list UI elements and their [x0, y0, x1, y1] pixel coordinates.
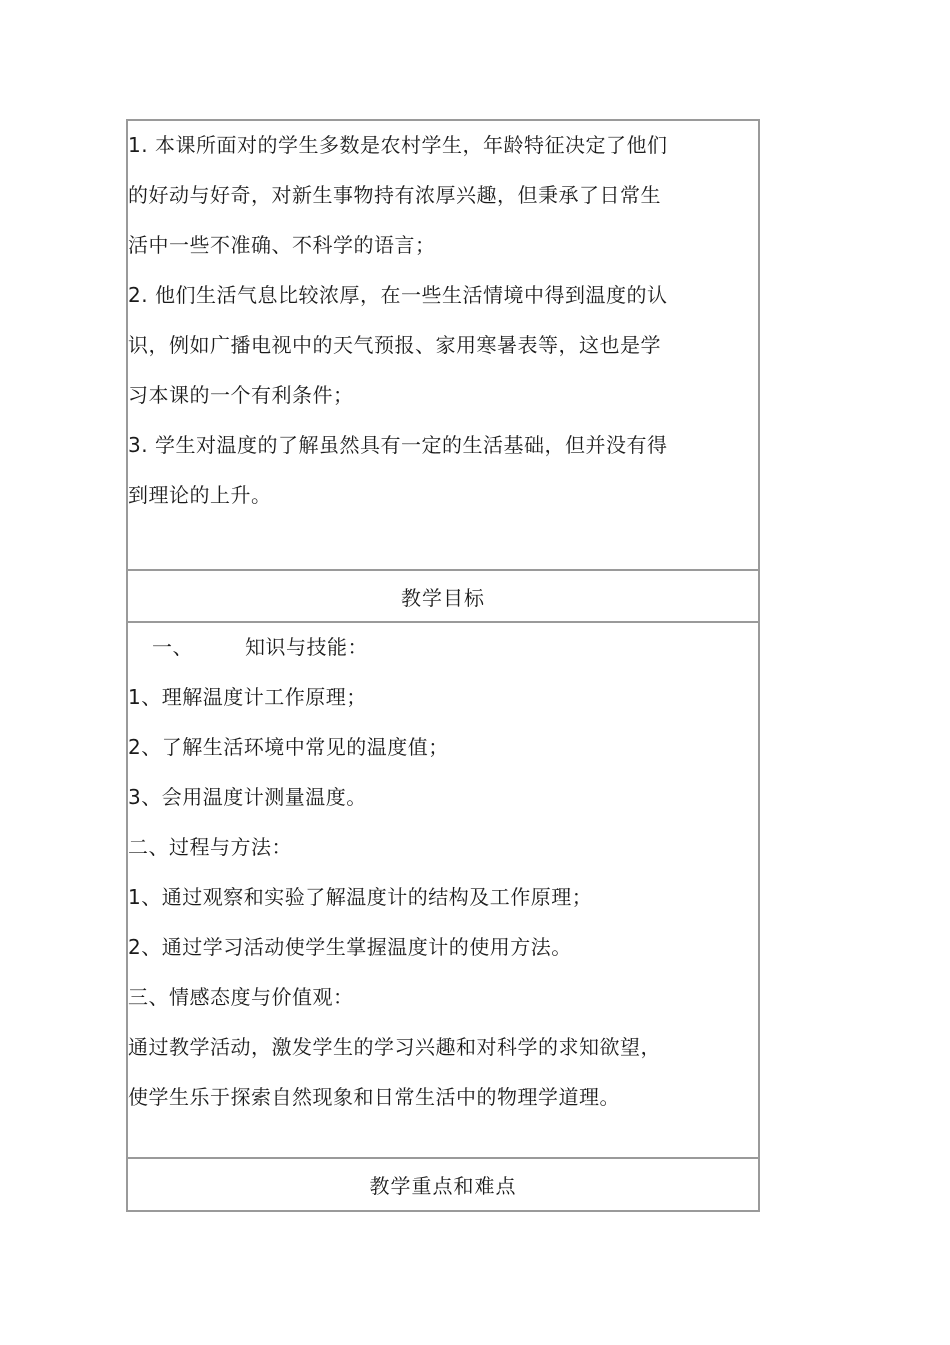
knowledge-item: 3、会用温度计测量温度。: [128, 785, 367, 809]
knowledge-item: 1、理解温度计工作原理；: [128, 685, 367, 709]
section-title: 知识与技能：: [245, 635, 368, 659]
attitude-line: 通过教学活动，激发学生的学习兴趣和对科学的求知欲望，: [128, 1035, 661, 1059]
lesson-plan-table: [126, 119, 760, 1212]
goals-heading-cell: [128, 571, 758, 623]
knowledge-item: 2、了解生活环境中常见的温度值；: [128, 735, 449, 759]
attitude-line: 使学生乐于探索自然现象和日常生活中的物理学道理。: [128, 1085, 620, 1109]
goals-heading: 教学目标: [401, 585, 485, 610]
goals-cell: [128, 623, 758, 1159]
section-process-title: 二、过程与方法：: [128, 835, 292, 859]
analysis-line: 的好动与好奇，对新生事物持有浓厚兴趣，但秉承了日常生: [128, 183, 661, 207]
analysis-line: 到理论的上升。: [128, 483, 272, 507]
analysis-line: 识，例如广播电视中的天气预报、家用寒暑表等，这也是学: [128, 333, 661, 357]
section-number: 一、: [152, 635, 193, 659]
analysis-line: 1. 本课所面对的学生多数是农村学生，年龄特征决定了他们: [128, 133, 668, 157]
process-item: 2、通过学习活动使学生掌握温度计的使用方法。: [128, 935, 572, 959]
keypoints-heading: 教学重点和难点: [369, 1174, 517, 1198]
analysis-line: 习本课的一个有利条件；: [128, 383, 354, 407]
analysis-line: 活中一些不准确、不科学的语言；: [128, 233, 436, 257]
section-attitude-title: 三、情感态度与价值观：: [128, 985, 354, 1009]
analysis-line: 3. 学生对温度的了解虽然具有一定的生活基础，但并没有得: [128, 433, 668, 457]
student-analysis-cell: [128, 121, 758, 571]
process-item: 1、通过观察和实验了解温度计的结构及工作原理；: [128, 885, 593, 909]
keypoints-heading-cell: [128, 1159, 758, 1210]
analysis-line: 2. 他们生活气息比较浓厚，在一些生活情境中得到温度的认: [128, 283, 668, 307]
section-knowledge-title: [152, 635, 368, 659]
